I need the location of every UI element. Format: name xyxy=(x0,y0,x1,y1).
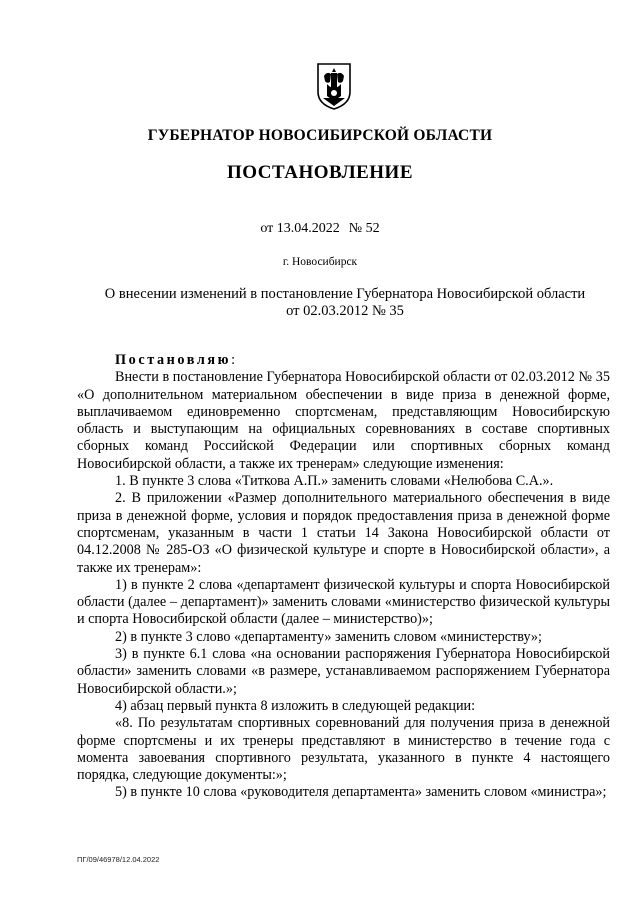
body-paragraph: 2. В приложении «Размер дополнительного материального обеспечения в виде приза в денежной форме, условия и порядок предоставления приза в денежной форме спортсменам, указанным в части 1 статьи 14 Закона Новосибирской области от 04.12.2008 № 285-ОЗ «О физической культуре и спорте в Новосибирской области», а также их тренерам»: xyxy=(77,490,610,576)
subject-line-2: от 02.03.2012 № 35 xyxy=(286,303,404,319)
document-body xyxy=(77,352,610,802)
registration-number: ПГ/09/46978/12.04.2022 xyxy=(77,855,160,864)
body-paragraph: 1) в пункте 2 слова «департамент физической культуры и спорта Новосибирской области (далее – департамент)» заменить словами «министерство физической культуры и спорта Новосибирской области (далее – министерство)»; xyxy=(77,576,610,628)
body-paragraph: 4) абзац первый пункта 8 изложить в следующей редакции: xyxy=(115,697,476,714)
document-number: № 52 xyxy=(348,221,380,236)
body-paragraph: 2) в пункте 3 слово «департаменту» заменить словом «министерству»; xyxy=(115,628,542,645)
body-paragraph: «8. По результатам спортивных соревнований для получения приза в денежной форме спортсмены и их тренеры представляют в министерство в течение года с момента завоевания спортивного результата, указанного в пункте 4 настоящего порядка, следующие документы:»; xyxy=(77,715,610,784)
body-paragraph: 3) в пункте 6.1 слова «на основании распоряжения Губернатора Новосибирской области» заменить словами «в размере, устанавливаемом распоряжением Губернатора Новосибирской области.»; xyxy=(77,646,610,697)
body-paragraph: 1. В пункте 3 слова «Титкова А.П.» заменить словами «Нелюбова С.А.». xyxy=(115,473,554,490)
decree-colon: : xyxy=(231,352,236,368)
document-type: ПОСТАНОВЛЕНИЕ xyxy=(226,162,414,183)
document-subject xyxy=(90,286,600,320)
decree-word: Постановляю xyxy=(115,352,232,368)
coat-of-arms-icon xyxy=(315,62,353,110)
authority-title: ГУБЕРНАТОР НОВОСИБИРСКОЙ ОБЛАСТИ xyxy=(147,127,493,144)
body-paragraph: 5) в пункте 10 слова «руководителя департамента» заменить словом «министра»; xyxy=(115,784,607,801)
subject-line-1: О внесении изменений в постановление Губернатора Новосибирской области xyxy=(104,286,586,302)
body-paragraph: Внести в постановление Губернатора Новосибирской области от 02.03.2012 № 35 «О дополнительном материальном обеспечении в виде приза в денежной форме, выплачиваемом единовременно спортсменам, представляющим Новосибирскую область и выступающим на официальных соревнованиях в составе спортивных сборных команд Российской Федерации или спортивных сборных команд Новосибирской области, а также их тренерам» следующие изменения: xyxy=(77,369,610,472)
document-date-line xyxy=(0,221,640,237)
document-city: г. Новосибирск xyxy=(282,256,358,268)
document-date: от 13.04.2022 xyxy=(260,221,340,236)
decree-heading xyxy=(77,352,610,369)
